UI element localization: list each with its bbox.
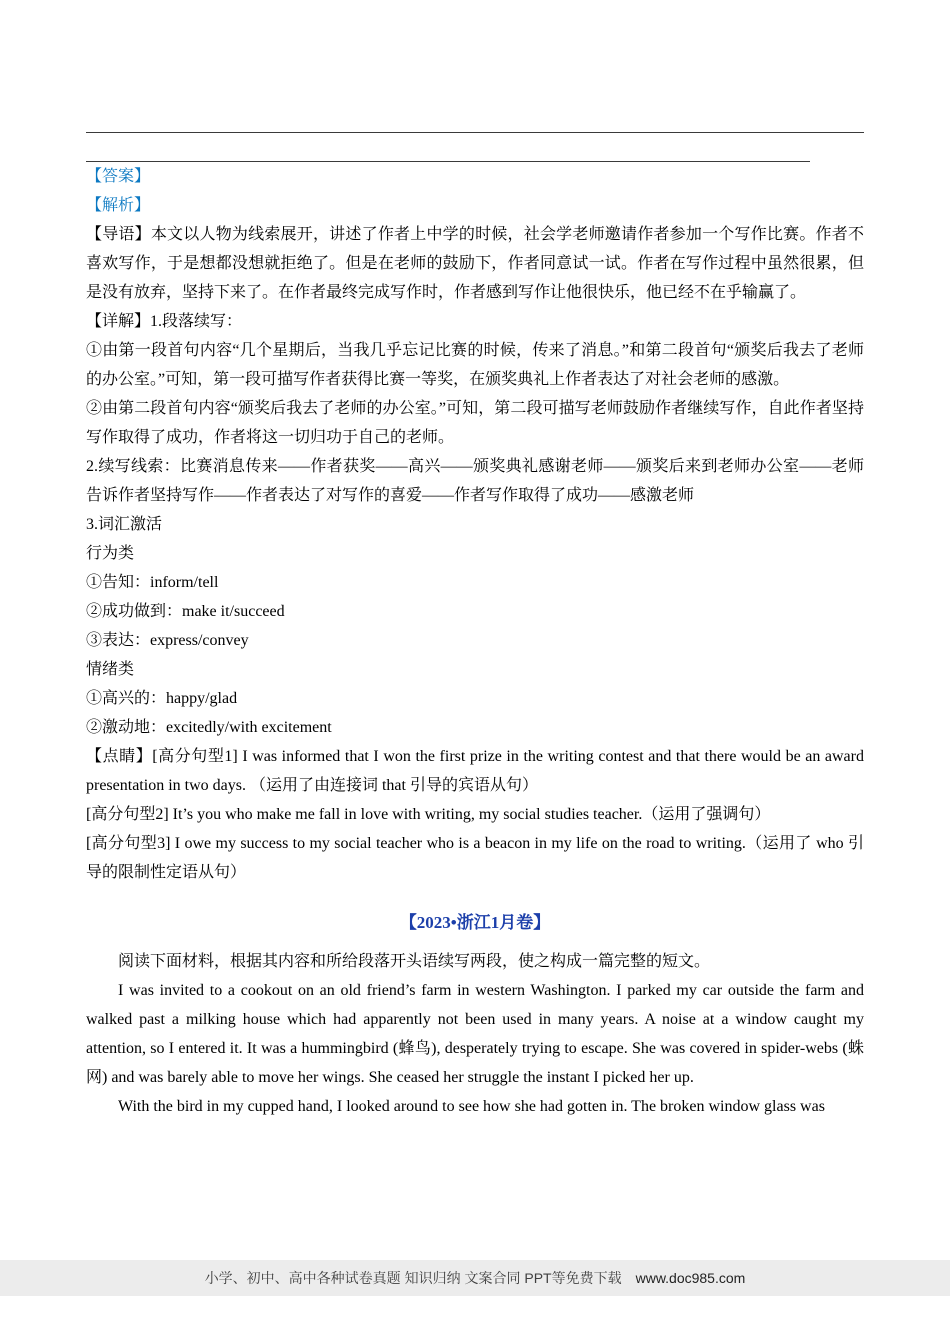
analysis-label: 【解析】 [86, 197, 151, 214]
emotion-item-2: ②激动地：excitedly/with excitement [86, 719, 332, 736]
instruction-paragraph: 阅读下面材料，根据其内容和所给段落开头语续写两段，使之构成一篇完整的短文。 [118, 953, 711, 970]
behavior-heading: 行为类 [86, 545, 135, 562]
highlight-sentence-3: [高分句型3] I owe my success to my social teacher who is a beacon in my life on the road to writing.（运用了 who 引导的限制性定语从句） [86, 835, 864, 881]
answer-blank-line-1 [86, 104, 864, 133]
highlight-sentence-1: 【点睛】[高分句型1] I was informed that I won the first prize in the writing contest and that there would be an award presentation in two days. （运用了由连接词 that 引导的宾语从句） [86, 748, 864, 794]
behavior-item-1: ①告知：inform/tell [86, 574, 219, 591]
section-title: 【2023•浙江1月卷】 [399, 913, 551, 932]
page-footer [0, 1260, 950, 1296]
vocab-heading: 3.词汇激活 [86, 516, 163, 533]
passage-paragraph-1: I was invited to a cookout on an old friend’s farm in western Washington. I parked my car outside the farm and walked past a milking house which had apparently not been used in many years. A noise at a window caught my attention, so I entered it. It was a hummingbird (蜂鸟), desperately trying to escape. She was covered in spider-webs (蛛网) and was barely able to move her wings. She ceased her struggle the instant I picked her up. [86, 982, 864, 1086]
emotion-heading: 情绪类 [86, 661, 135, 678]
highlight-sentence-2: [高分句型2] It’s you who make me fall in love with writing, my social studies teacher.（运用了强调句） [86, 806, 771, 823]
behavior-item-3: ③表达：express/convey [86, 632, 249, 649]
footer-text: 小学、初中、高中各种试卷真题 知识归纳 文案合同 PPT等免费下载 [204, 1270, 622, 1286]
detail-heading: 【详解】1.段落续写： [86, 313, 243, 330]
clue-paragraph: 2.续写线索：比赛消息传来——作者获奖——高兴——颁奖典礼感谢老师——颁奖后来到老师办公室——老师告诉作者坚持写作——作者表达了对写作的喜爱——作者写作取得了成功——感激老师 [86, 458, 864, 504]
passage-paragraph-2: With the bird in my cupped hand, I looked around to see how she had gotten in. The broken window glass was [118, 1098, 825, 1115]
detail-point-1: ①由第一段首句内容“几个星期后，当我几乎忘记比赛的时候，传来了消息。”和第二段首句“颁奖后我去了老师的办公室。”可知，第一段可描写作者获得比赛一等奖，在颁奖典礼上作者表达了对社会老师的感激。 [86, 342, 864, 388]
answer-blank-line-2 [86, 133, 810, 162]
detail-point-2: ②由第二段首句内容“颁奖后我去了老师的办公室。”可知，第二段可描写老师鼓励作者继续写作，自此作者坚持写作取得了成功，作者将这一切归功于自己的老师。 [86, 400, 864, 446]
behavior-item-2: ②成功做到：make it/succeed [86, 603, 285, 620]
emotion-item-1: ①高兴的：happy/glad [86, 690, 238, 707]
footer-url: www.doc985.com [635, 1270, 746, 1286]
answer-label: 【答案】 [86, 168, 151, 185]
intro-paragraph: 【导语】本文以人物为线索展开，讲述了作者上中学的时候，社会学老师邀请作者参加一个写作比赛。作者不喜欢写作，于是想都没想就拒绝了。但是在老师的鼓励下，作者同意试一试。作者在写作过程中虽然很累，但是没有放弃，坚持下来了。在作者最终完成写作时，作者感到写作让他很快乐，他已经不在乎输赢了。 [86, 226, 864, 301]
